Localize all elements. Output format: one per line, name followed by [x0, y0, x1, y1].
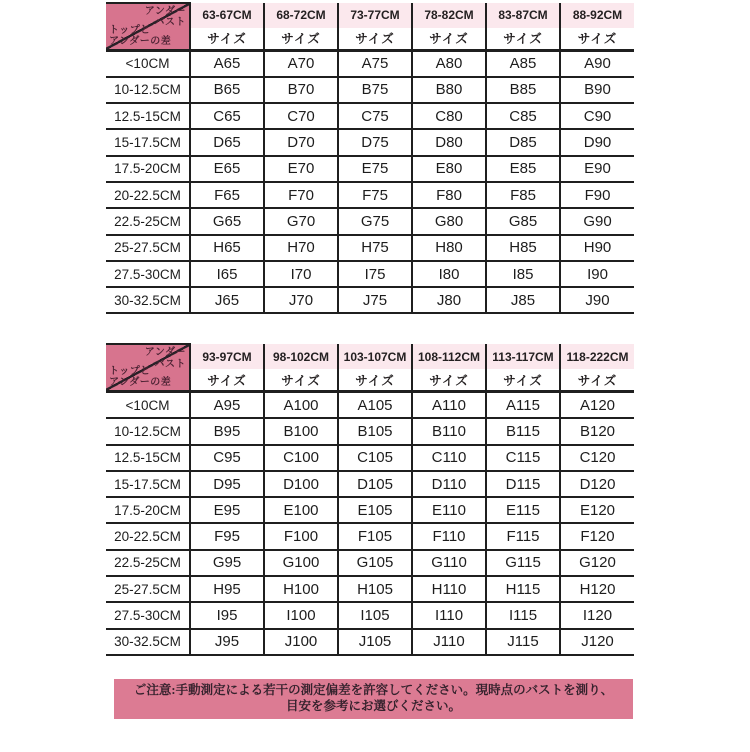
size-value-cell: C90: [560, 103, 634, 129]
corner-header-cell: [106, 344, 190, 392]
size-subheader: サイズ: [486, 369, 560, 392]
size-subheader: サイズ: [338, 28, 412, 51]
size-value-cell: C80: [412, 103, 486, 129]
size-value-cell: C100: [264, 445, 338, 471]
size-value-cell: B110: [412, 418, 486, 444]
size-value-cell: D110: [412, 471, 486, 497]
underbust-range-header: 68-72CM: [264, 3, 338, 28]
size-value-cell: A75: [338, 51, 412, 77]
size-subheader: サイズ: [560, 28, 634, 51]
size-value-cell: C95: [190, 445, 264, 471]
size-value-cell: G120: [560, 550, 634, 576]
size-value-cell: G115: [486, 550, 560, 576]
row-label-diff-range: 27.5-30CM: [114, 266, 181, 282]
size-value-cell: F65: [190, 182, 264, 208]
size-value-cell: I80: [412, 261, 486, 287]
table-row: [106, 629, 634, 655]
size-value-cell: E110: [412, 497, 486, 523]
size-value-cell: F115: [486, 523, 560, 549]
size-value-cell: B105: [338, 418, 412, 444]
row-label-diff-range: 15-17.5CM: [114, 135, 181, 151]
table-row: [106, 523, 634, 549]
size-value-cell: A120: [560, 392, 634, 418]
size-value-cell: D80: [412, 129, 486, 155]
size-value-cell: B75: [338, 77, 412, 103]
underbust-range-header: 118-222CM: [560, 344, 634, 369]
size-value-cell: C110: [412, 445, 486, 471]
size-value-cell: D85: [486, 129, 560, 155]
size-value-cell: E70: [264, 156, 338, 182]
notice-line-1: ご注意:手動測定による若干の測定偏差を許容してください。現時点のバストを測り、: [133, 682, 614, 697]
size-value-cell: F80: [412, 182, 486, 208]
underbust-range-header: 108-112CM: [412, 344, 486, 369]
row-label-diff-range: 12.5-15CM: [114, 450, 181, 466]
table-row: [106, 208, 634, 234]
size-value-cell: E95: [190, 497, 264, 523]
underbust-range-header: 83-87CM: [486, 3, 560, 28]
size-value-cell: I115: [486, 602, 560, 628]
underbust-range-header: 78-82CM: [412, 3, 486, 28]
size-value-cell: E120: [560, 497, 634, 523]
row-label-diff-range: 22.5-25CM: [114, 213, 181, 229]
size-value-cell: G95: [190, 550, 264, 576]
size-value-cell: J95: [190, 629, 264, 655]
size-value-cell: A80: [412, 51, 486, 77]
size-value-cell: B85: [486, 77, 560, 103]
size-value-cell: G100: [264, 550, 338, 576]
corner-label-underbust: アンダー バスト: [144, 6, 186, 29]
underbust-range-header: 73-77CM: [338, 3, 412, 28]
size-value-cell: B65: [190, 77, 264, 103]
underbust-range-header: 93-97CM: [190, 344, 264, 369]
table-row: [106, 51, 634, 77]
table-row: [106, 287, 634, 313]
size-value-cell: D100: [264, 471, 338, 497]
size-value-cell: H70: [264, 235, 338, 261]
row-label-diff-range: 17.5-20CM: [114, 161, 181, 177]
size-value-cell: E65: [190, 156, 264, 182]
size-value-cell: J110: [412, 629, 486, 655]
underbust-range-header: 88-92CM: [560, 3, 634, 28]
table-row: [106, 576, 634, 602]
row-label-diff-range: 22.5-25CM: [114, 555, 181, 571]
size-value-cell: F85: [486, 182, 560, 208]
size-value-cell: C75: [338, 103, 412, 129]
size-value-cell: G110: [412, 550, 486, 576]
size-value-cell: H110: [412, 576, 486, 602]
corner-label-top-under-diff: トップと アンダーの差: [109, 366, 172, 389]
size-value-cell: F75: [338, 182, 412, 208]
header-band-row: [106, 344, 634, 369]
size-value-cell: H75: [338, 235, 412, 261]
underbust-range-header: 63-67CM: [190, 3, 264, 28]
size-value-cell: E75: [338, 156, 412, 182]
size-value-cell: B70: [264, 77, 338, 103]
row-label-diff-range: 27.5-30CM: [114, 607, 181, 623]
size-value-cell: J80: [412, 287, 486, 313]
size-value-cell: A90: [560, 51, 634, 77]
table-row: [106, 156, 634, 182]
size-value-cell: D65: [190, 129, 264, 155]
size-subheader: サイズ: [190, 28, 264, 51]
size-value-cell: I75: [338, 261, 412, 287]
size-value-cell: D75: [338, 129, 412, 155]
size-value-cell: F120: [560, 523, 634, 549]
size-value-cell: I85: [486, 261, 560, 287]
size-value-cell: J85: [486, 287, 560, 313]
size-value-cell: A100: [264, 392, 338, 418]
row-label-diff-range: <10CM: [125, 56, 170, 72]
size-value-cell: E105: [338, 497, 412, 523]
size-value-cell: C85: [486, 103, 560, 129]
size-subheader: サイズ: [338, 369, 412, 392]
size-value-cell: A115: [486, 392, 560, 418]
header-band-row: [106, 3, 634, 28]
size-value-cell: A110: [412, 392, 486, 418]
size-subheader: サイズ: [412, 369, 486, 392]
table-row: [106, 261, 634, 287]
size-value-cell: D95: [190, 471, 264, 497]
corner-label-underbust: アンダー バスト: [144, 347, 186, 370]
table-row: [106, 602, 634, 628]
corner-label-top-under-diff: トップと アンダーの差: [109, 24, 172, 47]
size-value-cell: J75: [338, 287, 412, 313]
table-row: [106, 77, 634, 103]
size-value-cell: B120: [560, 418, 634, 444]
table-row: [106, 103, 634, 129]
row-label-diff-range: 25-27.5CM: [114, 581, 181, 597]
size-subheader: サイズ: [560, 369, 634, 392]
size-value-cell: A105: [338, 392, 412, 418]
size-value-cell: J115: [486, 629, 560, 655]
size-value-cell: C115: [486, 445, 560, 471]
size-value-cell: H115: [486, 576, 560, 602]
size-value-cell: E100: [264, 497, 338, 523]
size-value-cell: D115: [486, 471, 560, 497]
size-value-cell: J100: [264, 629, 338, 655]
size-value-cell: H105: [338, 576, 412, 602]
table-row: [106, 182, 634, 208]
size-value-cell: F100: [264, 523, 338, 549]
size-value-cell: F70: [264, 182, 338, 208]
size-value-cell: G65: [190, 208, 264, 234]
row-label-diff-range: <10CM: [125, 397, 170, 413]
size-value-cell: D120: [560, 471, 634, 497]
underbust-range-header: 103-107CM: [338, 344, 412, 369]
size-value-cell: F90: [560, 182, 634, 208]
table-row: [106, 392, 634, 418]
size-value-cell: G105: [338, 550, 412, 576]
size-value-cell: B115: [486, 418, 560, 444]
size-value-cell: B90: [560, 77, 634, 103]
size-subheader: サイズ: [190, 369, 264, 392]
size-value-cell: A95: [190, 392, 264, 418]
row-label-diff-range: 30-32.5CM: [114, 292, 181, 308]
notice-line-2: 目安を参考にお選びください。: [285, 699, 461, 714]
size-value-cell: J65: [190, 287, 264, 313]
size-value-cell: I110: [412, 602, 486, 628]
row-label-diff-range: 15-17.5CM: [114, 476, 181, 492]
size-value-cell: D105: [338, 471, 412, 497]
table-row: [106, 550, 634, 576]
size-value-cell: G75: [338, 208, 412, 234]
size-table-63-92: [106, 2, 634, 314]
row-label-diff-range: 17.5-20CM: [114, 502, 181, 518]
size-table-body: [106, 51, 634, 314]
size-value-cell: I100: [264, 602, 338, 628]
size-value-cell: G70: [264, 208, 338, 234]
size-value-cell: D70: [264, 129, 338, 155]
size-value-cell: H80: [412, 235, 486, 261]
underbust-range-header: 98-102CM: [264, 344, 338, 369]
underbust-range-header: 113-117CM: [486, 344, 560, 369]
size-value-cell: D90: [560, 129, 634, 155]
size-value-cell: C70: [264, 103, 338, 129]
size-value-cell: F110: [412, 523, 486, 549]
size-value-cell: B80: [412, 77, 486, 103]
table-row: [106, 471, 634, 497]
size-subheader: サイズ: [264, 369, 338, 392]
size-value-cell: F95: [190, 523, 264, 549]
size-value-cell: E80: [412, 156, 486, 182]
row-label-diff-range: 12.5-15CM: [114, 108, 181, 124]
size-value-cell: H65: [190, 235, 264, 261]
row-label-diff-range: 20-22.5CM: [114, 187, 181, 203]
size-value-cell: H90: [560, 235, 634, 261]
size-value-cell: E85: [486, 156, 560, 182]
size-value-cell: C105: [338, 445, 412, 471]
table-row: [106, 418, 634, 444]
table-row: [106, 445, 634, 471]
table-row: [106, 235, 634, 261]
size-subheader: サイズ: [412, 28, 486, 51]
size-value-cell: H85: [486, 235, 560, 261]
size-value-cell: I120: [560, 602, 634, 628]
row-label-diff-range: 20-22.5CM: [114, 529, 181, 545]
size-value-cell: F105: [338, 523, 412, 549]
size-subheader: サイズ: [264, 28, 338, 51]
row-label-diff-range: 10-12.5CM: [114, 423, 181, 439]
size-value-cell: I95: [190, 602, 264, 628]
row-label-diff-range: 10-12.5CM: [114, 82, 181, 98]
corner-header-cell: [106, 3, 190, 51]
table-row: [106, 497, 634, 523]
size-value-cell: C120: [560, 445, 634, 471]
size-value-cell: I65: [190, 261, 264, 287]
size-chart-sheet: [0, 2, 750, 752]
size-value-cell: I90: [560, 261, 634, 287]
size-value-cell: H100: [264, 576, 338, 602]
size-value-cell: C65: [190, 103, 264, 129]
row-label-diff-range: 25-27.5CM: [114, 240, 181, 256]
size-value-cell: E115: [486, 497, 560, 523]
row-label-diff-range: 30-32.5CM: [114, 634, 181, 650]
size-value-cell: G90: [560, 208, 634, 234]
size-value-cell: I70: [264, 261, 338, 287]
size-value-cell: J120: [560, 629, 634, 655]
size-value-cell: J70: [264, 287, 338, 313]
size-value-cell: A70: [264, 51, 338, 77]
size-value-cell: G80: [412, 208, 486, 234]
table-row: [106, 129, 634, 155]
size-value-cell: H120: [560, 576, 634, 602]
size-table-body: [106, 392, 634, 655]
size-table-93-120: [106, 343, 634, 655]
size-value-cell: B95: [190, 418, 264, 444]
size-subheader: サイズ: [486, 28, 560, 51]
size-value-cell: B100: [264, 418, 338, 444]
size-value-cell: G85: [486, 208, 560, 234]
size-value-cell: A65: [190, 51, 264, 77]
size-value-cell: I105: [338, 602, 412, 628]
size-value-cell: J105: [338, 629, 412, 655]
size-value-cell: E90: [560, 156, 634, 182]
size-value-cell: J90: [560, 287, 634, 313]
size-value-cell: H95: [190, 576, 264, 602]
notice-banner: [114, 679, 633, 719]
size-value-cell: A85: [486, 51, 560, 77]
